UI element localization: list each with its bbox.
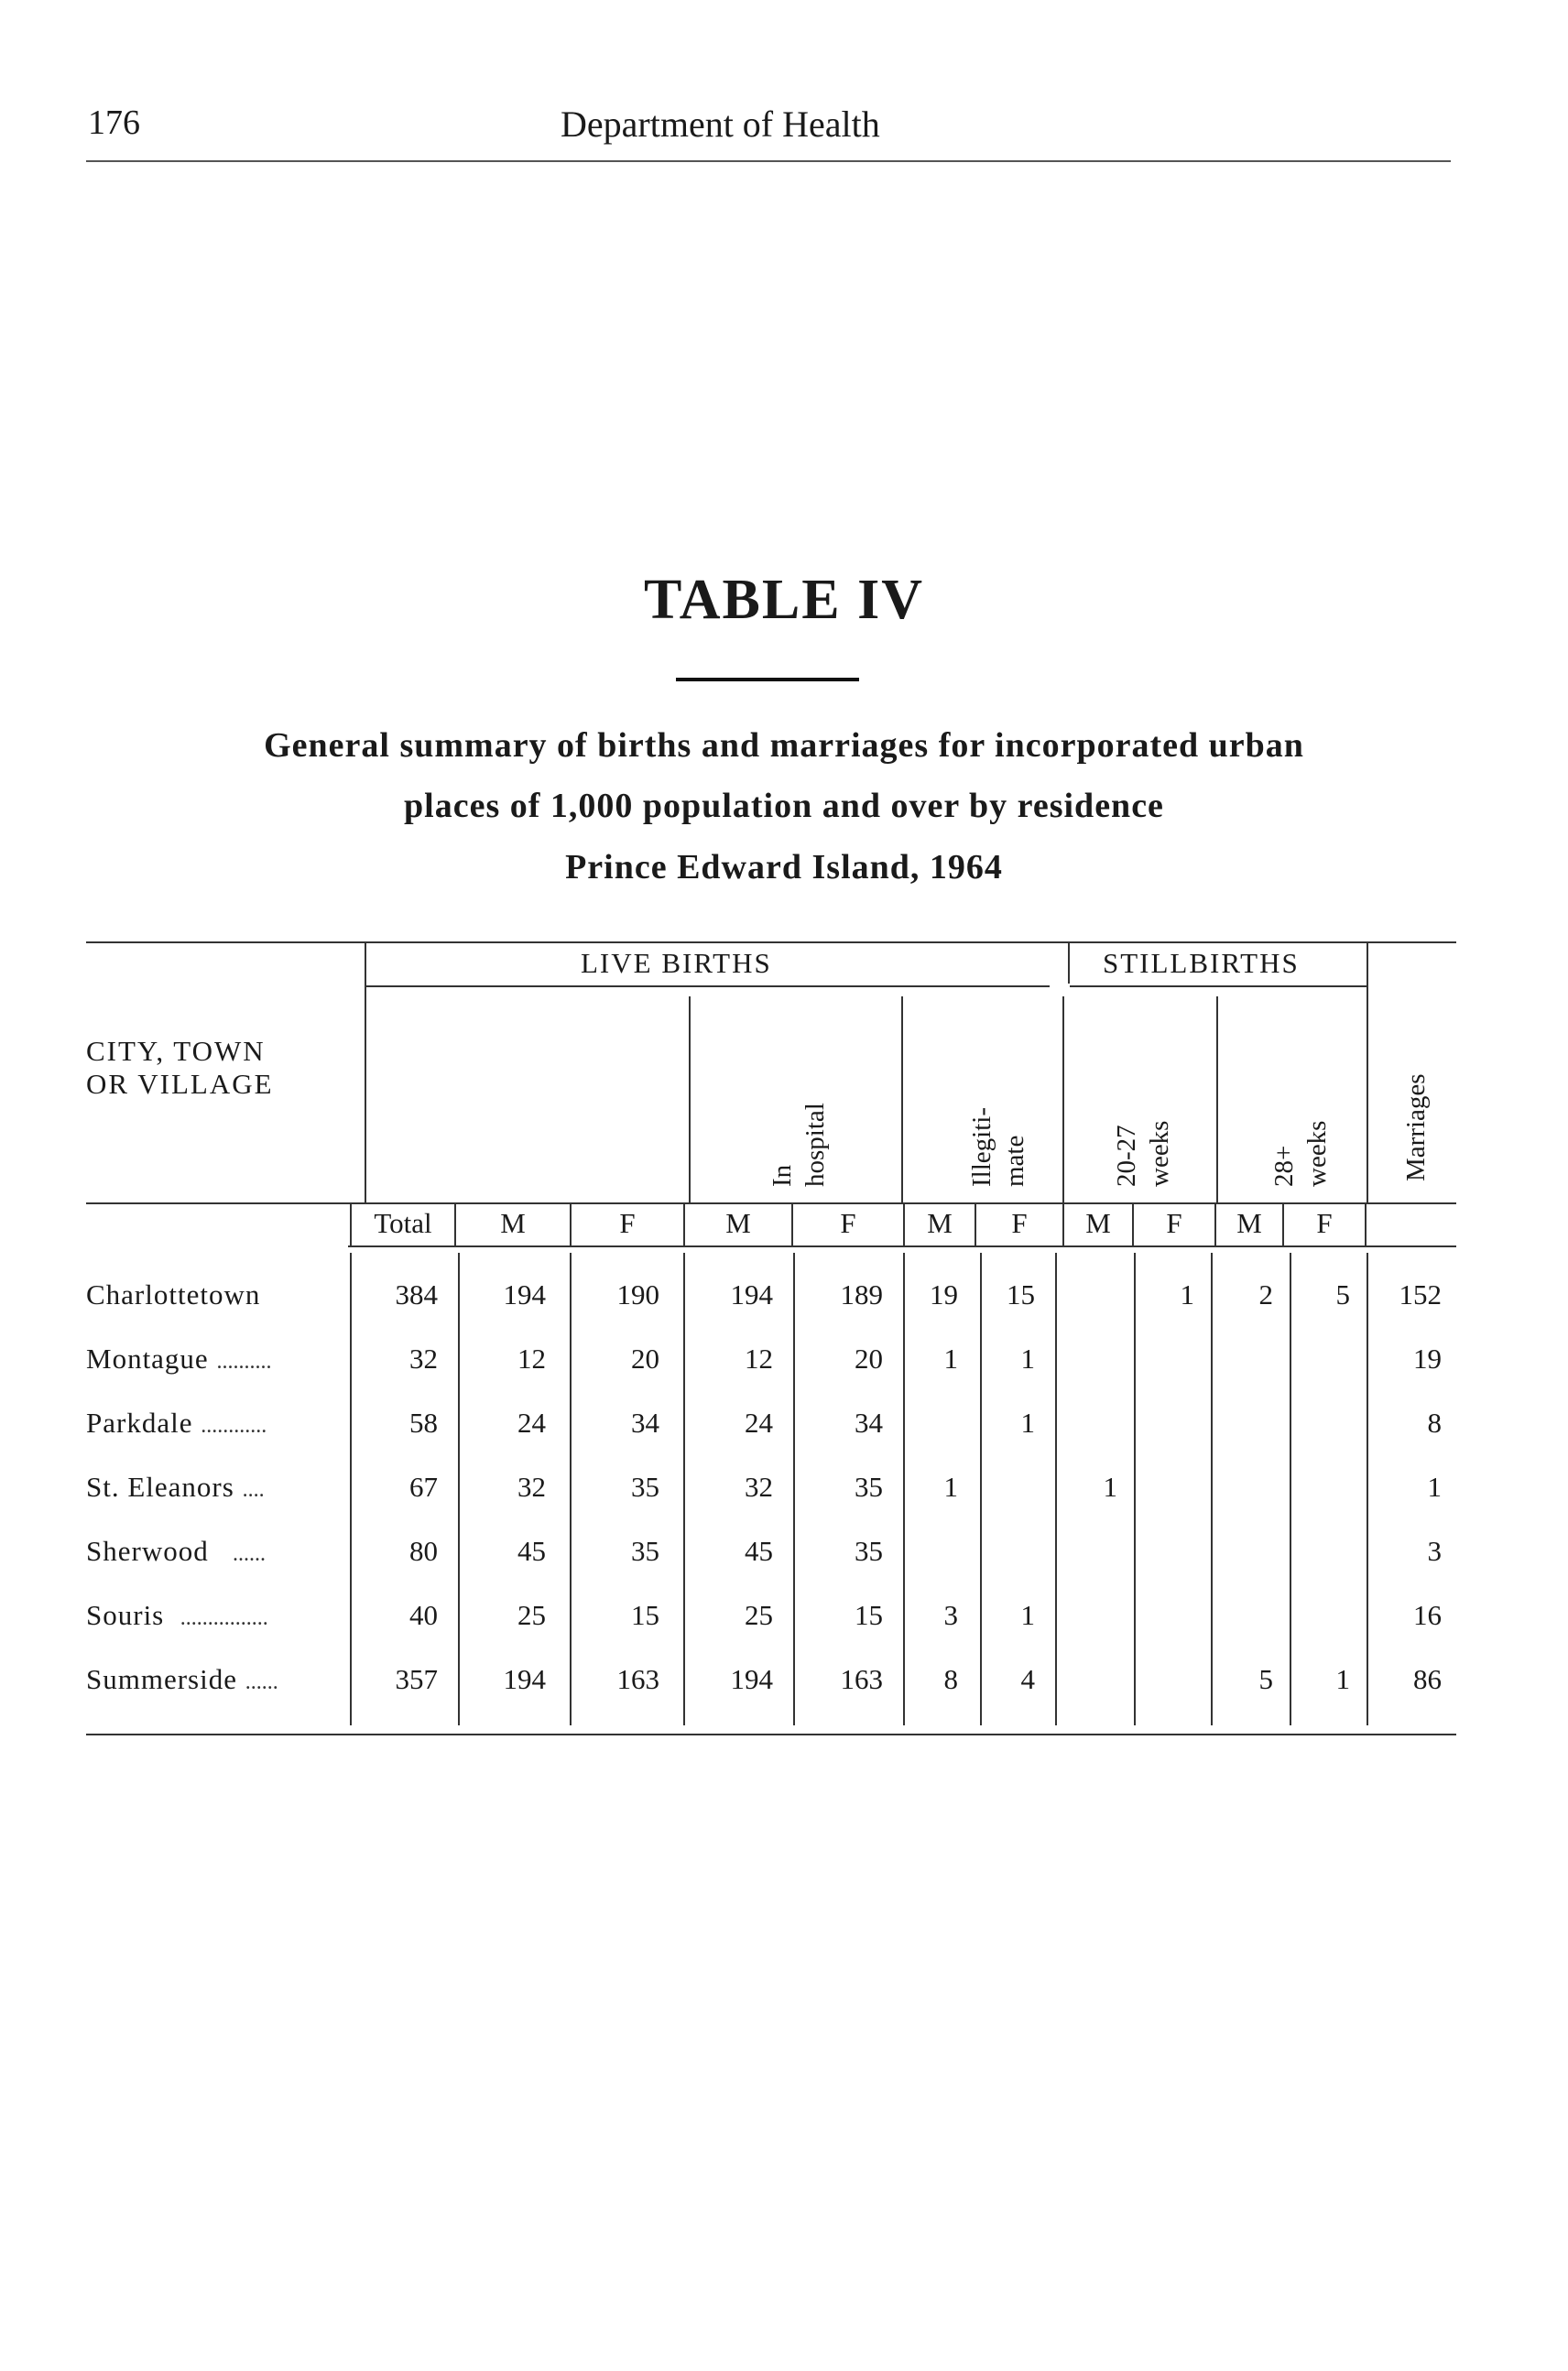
hospital-m-cell: 194 xyxy=(730,1278,773,1311)
live-m-cell: 194 xyxy=(503,1278,546,1311)
hospital-f-cell: 35 xyxy=(855,1535,883,1567)
column-label-live-m: M xyxy=(500,1207,526,1239)
column-divider xyxy=(1134,1253,1136,1725)
marriages-cell: 86 xyxy=(1413,1663,1442,1695)
leader-dots: ...... xyxy=(232,1542,266,1566)
still-28-m-cell: 2 xyxy=(1258,1278,1273,1311)
hospital-m-cell: 32 xyxy=(745,1471,773,1503)
stub-header-line-1: CITY, TOWN xyxy=(86,1035,266,1067)
place-name: St. Eleanors .... xyxy=(86,1471,265,1503)
column-label-hospital-f: F xyxy=(840,1207,856,1239)
hospital-m-cell: 12 xyxy=(745,1343,773,1375)
illegitimate-f-cell: 4 xyxy=(1020,1663,1035,1695)
live-m-cell: 12 xyxy=(517,1343,546,1375)
column-label-still-28-f: F xyxy=(1316,1207,1333,1239)
weeks-20-27-header-line-2: weeks xyxy=(1145,1120,1174,1187)
header-divider xyxy=(365,943,366,1202)
table-title: TABLE IV xyxy=(644,569,924,631)
hospital-m-cell: 45 xyxy=(745,1535,773,1567)
marriages-cell: 3 xyxy=(1427,1535,1442,1567)
still-20-27-f-cell: 1 xyxy=(1180,1278,1194,1311)
illegitimate-header-line-1: Illegiti- xyxy=(967,1107,996,1187)
column-label-illegitimate-f: F xyxy=(1011,1207,1028,1239)
header-divider xyxy=(901,996,903,1202)
place-name: Sherwood ...... xyxy=(86,1535,266,1567)
marriages-header: Marriages xyxy=(1401,1073,1431,1181)
place-name: Montague .......... xyxy=(86,1343,272,1375)
illegitimate-header-line-2: mate xyxy=(1000,1135,1029,1187)
illegitimate-f-cell: 1 xyxy=(1020,1407,1035,1439)
place-name: Charlottetown xyxy=(86,1278,261,1311)
leader-dots: ............ xyxy=(201,1414,267,1438)
live-m-cell: 32 xyxy=(517,1471,546,1503)
place-name: Parkdale ............ xyxy=(86,1407,267,1439)
column-label-top-rule xyxy=(86,1202,1456,1204)
header-divider xyxy=(1367,943,1368,1202)
stillbirths-header: STILLBIRTHS xyxy=(1103,947,1300,979)
live-f-cell: 34 xyxy=(631,1407,659,1439)
header-divider xyxy=(1216,996,1218,1202)
illegitimate-m-cell: 19 xyxy=(930,1278,958,1311)
column-divider xyxy=(1290,1253,1291,1725)
hospital-f-cell: 15 xyxy=(855,1599,883,1631)
stub-header-line-2: OR VILLAGE xyxy=(86,1068,274,1100)
live-f-cell: 35 xyxy=(631,1535,659,1567)
leader-dots: .......... xyxy=(216,1350,272,1374)
leader-dots: ...... xyxy=(245,1670,278,1694)
live-m-cell: 24 xyxy=(517,1407,546,1439)
live-f-cell: 190 xyxy=(616,1278,659,1311)
weeks-28-plus-header-line-1: 28+ xyxy=(1269,1145,1299,1187)
weeks-20-27-header-line-1: 20-27 xyxy=(1112,1125,1141,1187)
in-hospital-header-line-1: In xyxy=(768,1164,797,1187)
illegitimate-f-cell: 1 xyxy=(1020,1599,1035,1631)
stillbirths-rule xyxy=(1070,985,1367,987)
marriages-cell: 16 xyxy=(1413,1599,1442,1631)
marriages-cell: 152 xyxy=(1399,1278,1442,1311)
total-cell: 40 xyxy=(409,1599,438,1631)
marriages-cell: 8 xyxy=(1427,1407,1442,1439)
hospital-m-cell: 24 xyxy=(745,1407,773,1439)
weeks-28-plus-header-line-2: weeks xyxy=(1302,1120,1332,1187)
subtitle-line-3: Prince Edward Island, 1964 xyxy=(565,848,1003,886)
live-f-cell: 35 xyxy=(631,1471,659,1503)
header-rule xyxy=(86,160,1451,162)
total-cell: 80 xyxy=(409,1535,438,1567)
running-title: Department of Health xyxy=(561,103,880,145)
label-divider xyxy=(1365,1204,1367,1245)
title-rule xyxy=(676,678,859,681)
live-births-rule xyxy=(366,985,1050,987)
hospital-f-cell: 20 xyxy=(855,1343,883,1375)
hospital-f-cell: 35 xyxy=(855,1471,883,1503)
header-divider xyxy=(689,996,691,1202)
illegitimate-m-cell: 8 xyxy=(943,1663,958,1695)
header-divider xyxy=(1068,943,1070,984)
leader-dots: ................ xyxy=(180,1606,268,1630)
column-label-bottom-rule xyxy=(348,1245,1456,1247)
column-label-hospital-m: M xyxy=(725,1207,751,1239)
live-f-cell: 20 xyxy=(631,1343,659,1375)
column-label-illegitimate-m: M xyxy=(927,1207,953,1239)
column-label-live-f: F xyxy=(619,1207,636,1239)
column-label-still-28-m: M xyxy=(1236,1207,1262,1239)
still-28-f-cell: 1 xyxy=(1335,1663,1350,1695)
still-28-f-cell: 5 xyxy=(1335,1278,1350,1311)
table-bottom-rule xyxy=(86,1734,1456,1735)
hospital-m-cell: 25 xyxy=(745,1599,773,1631)
illegitimate-m-cell: 1 xyxy=(943,1343,958,1375)
in-hospital-header-line-2: hospital xyxy=(800,1103,830,1187)
live-m-cell: 25 xyxy=(517,1599,546,1631)
illegitimate-m-cell: 1 xyxy=(943,1471,958,1503)
hospital-m-cell: 194 xyxy=(730,1663,773,1695)
marriages-cell: 19 xyxy=(1413,1343,1442,1375)
leader-dots: .... xyxy=(242,1478,265,1502)
place-name: Summerside ...... xyxy=(86,1663,278,1695)
total-cell: 67 xyxy=(409,1471,438,1503)
live-m-cell: 194 xyxy=(503,1663,546,1695)
still-20-27-m-cell: 1 xyxy=(1103,1471,1117,1503)
illegitimate-f-cell: 15 xyxy=(1007,1278,1035,1311)
live-f-cell: 15 xyxy=(631,1599,659,1631)
column-divider xyxy=(980,1253,982,1725)
total-cell: 58 xyxy=(409,1407,438,1439)
illegitimate-m-cell: 3 xyxy=(943,1599,958,1631)
total-cell: 357 xyxy=(395,1663,438,1695)
column-label-still-20-27-f: F xyxy=(1166,1207,1182,1239)
illegitimate-f-cell: 1 xyxy=(1020,1343,1035,1375)
still-28-m-cell: 5 xyxy=(1258,1663,1273,1695)
hospital-f-cell: 163 xyxy=(840,1663,883,1695)
live-births-header: LIVE BIRTHS xyxy=(581,947,772,979)
subtitle-line-1: General summary of births and marriages for incorporated urban xyxy=(264,726,1304,765)
live-f-cell: 163 xyxy=(616,1663,659,1695)
header-divider xyxy=(1062,996,1064,1202)
hospital-f-cell: 34 xyxy=(855,1407,883,1439)
table-top-rule xyxy=(86,941,1456,943)
marriages-cell: 1 xyxy=(1427,1471,1442,1503)
column-label-still-20-27-m: M xyxy=(1085,1207,1111,1239)
page-number: 176 xyxy=(88,103,140,142)
hospital-f-cell: 189 xyxy=(840,1278,883,1311)
column-divider xyxy=(1211,1253,1213,1725)
total-cell: 32 xyxy=(409,1343,438,1375)
subtitle-line-2: places of 1,000 population and over by residence xyxy=(404,787,1164,825)
live-m-cell: 45 xyxy=(517,1535,546,1567)
total-cell: 384 xyxy=(395,1278,438,1311)
place-name: Souris ................ xyxy=(86,1599,268,1631)
column-label-total: Total xyxy=(374,1207,432,1239)
